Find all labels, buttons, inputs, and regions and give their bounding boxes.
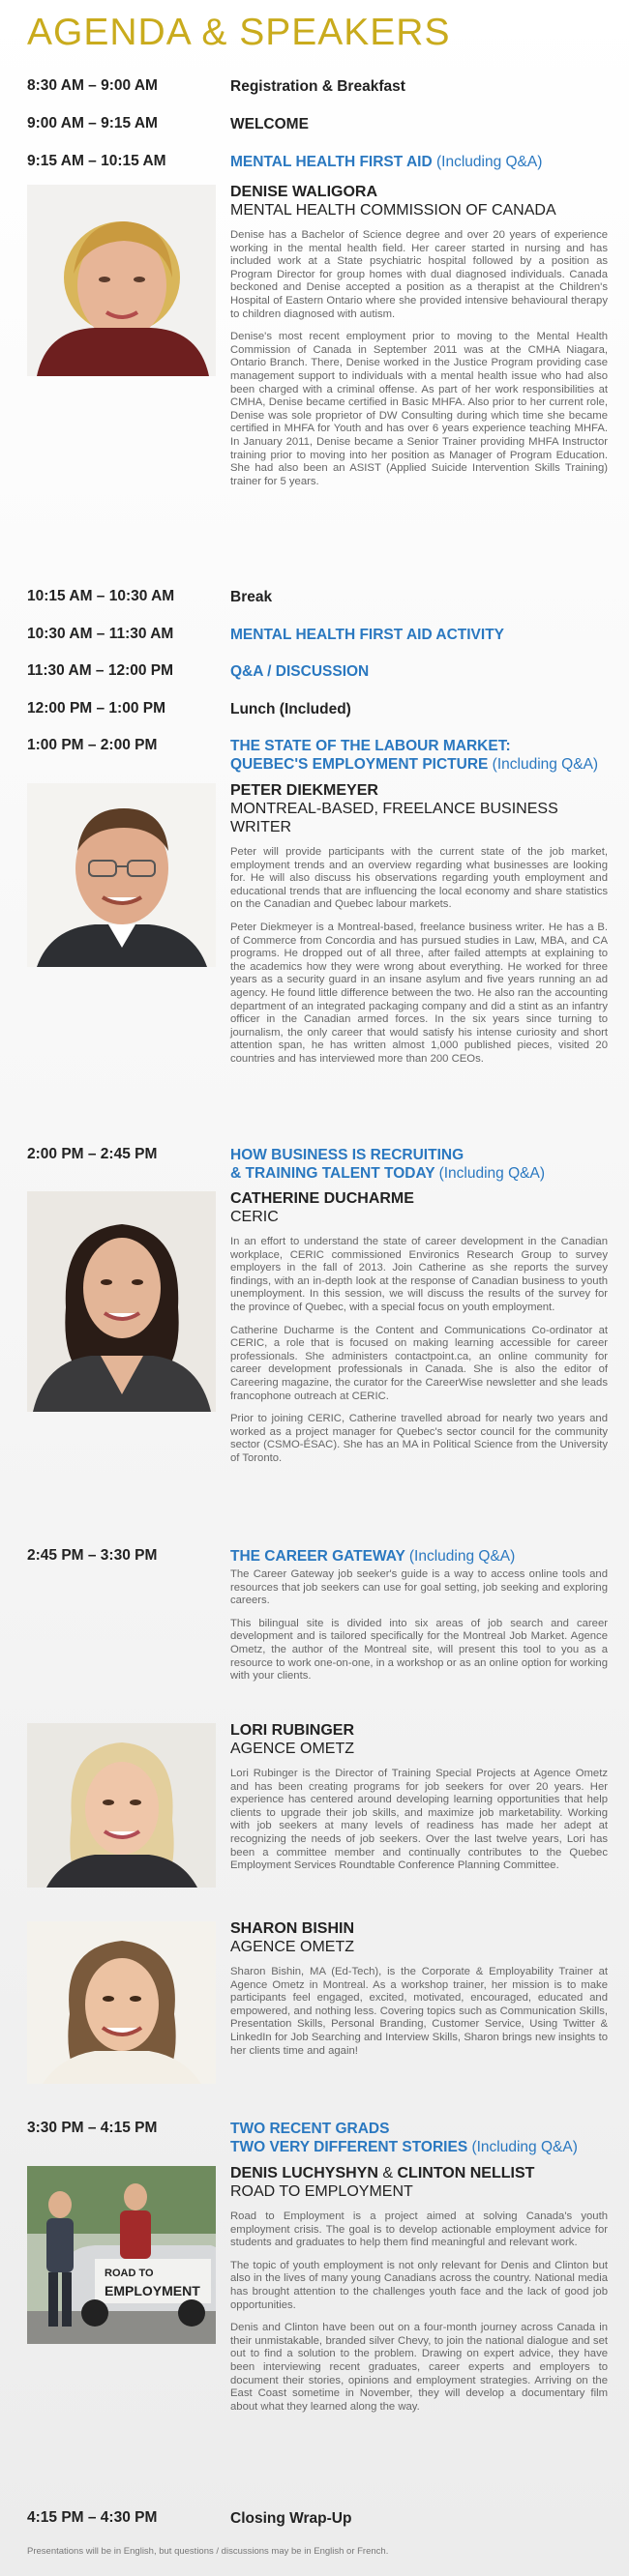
agenda-time: 9:00 AM – 9:15 AM <box>27 115 158 132</box>
speaker-bio: Lori Rubinger is the Director of Training Special Projects at Agence Ometz and has been creating programs for job seekers for over 20 years. Her experience has centered around developing learning opportunities that help clients to upgrade their job skills, and maximize job marketability. Working with job seekers at many levels of readiness has made her adept at recognizing the needs of job seekers. Over the last twelve years, Lori has been a committee member and continually contributes to the Quebec Employment Services Roundtable Conference Planning Committee. <box>230 1768 608 1872</box>
agenda-time: 10:15 AM – 10:30 AM <box>27 588 175 604</box>
speaker-name: CATHERINE DUCHARME <box>230 1190 414 1207</box>
speaker-photo-lori <box>27 1723 216 1888</box>
speaker-bio: Denise's most recent employment prior to moving to the Mental Health Commission of Canada in September 2011 was at the CMHA Niagara, Ontario Branch. There, Denise worked in the Justice Program providing case management support to individuals with a mental health issue who had also been charged with a criminal offense. As part of her work responsibilities at CMHA, Denise became certified in Basic MHFA. Also prior to her current role, Denise was sole proprietor of DW Consulting during which time she became certified in MHFA for Youth and has over 6 years experience teaching MHFA. In January 2011, Denise became a Senior Trainer providing MHFA Instructor training prior to moving into her position as Manager of Program Education. She had also been an ASIST (Applied Suicide Intervention Skills Training) trainer for 5 years. <box>230 331 608 487</box>
speaker-info <box>230 781 608 1067</box>
agenda-label <box>230 1146 608 1183</box>
agenda-time: 2:45 PM – 3:30 PM <box>27 1547 158 1564</box>
speaker-org: AGENCE OMETZ <box>230 1741 355 1757</box>
speaker-bio: Denis and Clinton have been out on a four-month journey across Canada in their unmistakable, branded silver Chevy, to join the national dialogue and set out to find a solution to the problem. Drawing on expert advice, they have been interviewing recent graduates, career experts and employers to document their stories, opinions and employment strategies. Arriving on the East Coast sometime in November, they will develop a documentary film about what they learned along the way. <box>230 2322 608 2413</box>
speaker-bio: Catherine Ducharme is the Content and Communications Co-ordinator at CERIC, a role that is focused on making learning accessible for career professionals. She administers contactpoint.ca, an online community for career development professionals in Canada. She is also the editor of Careering magazine, the curator for the CareerWise newsletter and she leads francophone outreach at CERIC. <box>230 1324 608 1402</box>
speaker-info <box>230 1721 608 1873</box>
session-description <box>230 1559 608 1683</box>
agenda-label: Registration & Breakfast <box>230 78 405 95</box>
speaker-name: CLINTON NELLIST <box>397 2165 535 2181</box>
speaker-photo-denis-clinton <box>27 2166 216 2344</box>
session-qa-note: (Including Q&A) <box>435 154 543 170</box>
speaker-name: DENIS LUCHYSHYN <box>230 2165 378 2181</box>
page-title: AGENDA & SPEAKERS <box>27 12 451 53</box>
speaker-names <box>230 2164 608 2182</box>
speaker-info <box>230 2164 608 2414</box>
speaker-bio: Peter Diekmeyer is a Montreal-based, freelance business writer. He has a B. of Commerce from Concordia and has pursued studies in Law, MBA, and CA programs. He dropped out of all three, after failed attempts at explaining to the academics how they were wrong about everything. He worked for three years as a security guard in an insane asylum and five years running an ad agency. He found little difference between the two. He also ran the accounting department of an integrated packaging company and did a stint as an infantry officer in the Canadian armed forces. In the six years since turning to journalism, the only career that would satisfy his intense curiosity and short attention span, he has written almost 1,000 published pieces, visited 20 countries and has interviewed more than 200 CEOs. <box>230 921 608 1065</box>
agenda-label: Closing Wrap-Up <box>230 2510 352 2527</box>
speaker-info <box>230 183 608 488</box>
speaker-bio: Prior to joining CERIC, Catherine travelled abroad for nearly two years and worked as a project manager for Quebec's sector council for the community sector (CSMO-ÉSAC). She has an MA in Political Science from the University of Toronto. <box>230 1413 608 1464</box>
speaker-bio: In an effort to understand the state of career development in the Canadian workplace, CERIC commissioned Environics Research Group to survey employers in the fall of 2013. Join Catherine as she reports the survey findings, with an in-depth look at the response of Canadian business to youth unemployment. In this session, we will discuss the results of the survey for the province of Quebec, with a special focus on youth employment. <box>230 1236 608 1313</box>
speaker-photo-denise <box>27 185 216 376</box>
agenda-label <box>230 2120 608 2156</box>
session-text: The Career Gateway job seeker's guide is a way to access online tools and resources that job seekers can use for goal setting, job seeking and exploring careers. <box>230 1568 608 1607</box>
agenda-label: WELCOME <box>230 116 309 132</box>
vehicle-sign-line: ROAD TO <box>105 2268 154 2279</box>
session-title: & TRAINING TALENT TODAY <box>230 1165 435 1182</box>
speaker-photo-sharon <box>27 1921 216 2084</box>
vehicle-sign-line: EMPLOYMENT <box>105 2283 200 2298</box>
session-title-line: HOW BUSINESS IS RECRUITING <box>230 1147 464 1163</box>
speaker-bio: Road to Employment is a project aimed at solving Canada's youth employment crisis. The goal is to develop actionable employment advice for students and graduates to help them find meaningful and relevant work. <box>230 2210 608 2249</box>
speaker-photo-catherine <box>27 1191 216 1412</box>
speaker-bio: The topic of youth employment is not only relevant for Denis and Clinton but also in the lives of many young Canadians across the country. National media has brought attention to the challenges youth face and the lack of good job opportunities. <box>230 2259 608 2311</box>
agenda-time: 3:30 PM – 4:15 PM <box>27 2120 158 2136</box>
session-title-line <box>230 755 608 774</box>
speaker-org: AGENCE OMETZ <box>230 1939 355 1955</box>
session-qa-note: (Including Q&A) <box>492 756 599 773</box>
agenda-label <box>230 737 608 774</box>
session-title: QUEBEC'S EMPLOYMENT PICTURE <box>230 756 489 773</box>
speaker-org: MENTAL HEALTH COMMISSION OF CANADA <box>230 202 556 219</box>
speaker-name: SHARON BISHIN <box>230 1920 355 1937</box>
agenda-label: Q&A / DISCUSSION <box>230 663 370 680</box>
session-text: This bilingual site is divided into six areas of job search and career development and is tailored specifically for the Montreal Job Market. Agence Ometz, the author of the Montreal site, will present this tool to you as a resource to work one-on-one, in a workshop or as an online option for working with your clients. <box>230 1617 608 1683</box>
speaker-info <box>230 1919 608 2058</box>
agenda-time: 11:30 AM – 12:00 PM <box>27 662 174 679</box>
session-title: MENTAL HEALTH FIRST AID <box>230 154 433 170</box>
session-title-line: THE STATE OF THE LABOUR MARKET: <box>230 738 511 754</box>
session-qa-note: (Including Q&A) <box>471 2139 578 2155</box>
speaker-bio: Denise has a Bachelor of Science degree and over 20 years of experience working in the mental health field. Her career started in nursing and has included work at a State psychiatric hospital followed by a position as Program Director for group homes with dual diagnosed individuals. Canada beckoned and Denise accepted a position as a therapist at the Children's Hospital of Eastern Ontario where she provided intensive behavioural therapy to children diagnosed with autism. <box>230 229 608 320</box>
session-title: TWO VERY DIFFERENT STORIES <box>230 2139 468 2155</box>
session-qa-note: (Including Q&A) <box>438 1165 546 1182</box>
speaker-org: MONTREAL-BASED, FREELANCE BUSINESS WRITER <box>230 801 558 835</box>
session-title-line <box>230 1164 608 1183</box>
name-separator: & <box>382 2165 394 2181</box>
speaker-name: LORI RUBINGER <box>230 1722 354 1739</box>
session-title-line <box>230 2138 608 2156</box>
agenda-time: 4:15 PM – 4:30 PM <box>27 2509 158 2526</box>
agenda-time: 2:00 PM – 2:45 PM <box>27 1146 158 1162</box>
agenda-label: Break <box>230 589 273 605</box>
agenda-time: 8:30 AM – 9:00 AM <box>27 77 158 94</box>
agenda-time: 12:00 PM – 1:00 PM <box>27 700 166 717</box>
agenda-time: 1:00 PM – 2:00 PM <box>27 737 158 753</box>
footer-note: Presentations will be in English, but questions / discussions may be in English or French. <box>27 2546 389 2557</box>
speaker-name: PETER DIEKMEYER <box>230 782 378 799</box>
speaker-org: CERIC <box>230 1209 279 1225</box>
speaker-org: ROAD TO EMPLOYMENT <box>230 2183 413 2200</box>
speaker-bio: Sharon Bishin, MA (Ed-Tech), is the Corporate & Employability Trainer at Agence Ometz in Montreal. As a workshop trainer, her mission is to make participants feel engaged, excited, motivated, encouraged, educated and empowered, and nothing less. Covering topics such as Communication Skills, Presentation Skills, Personal Branding, Customer Service, Using Twitter & LinkedIn for Job Searching and Interview Skills, Sharon brings new insights to her clients time and again! <box>230 1966 608 2057</box>
agenda-time: 9:15 AM – 10:15 AM <box>27 153 166 169</box>
speaker-photo-peter <box>27 783 216 967</box>
agenda-label: MENTAL HEALTH FIRST AID ACTIVITY <box>230 627 505 643</box>
agenda-label: Lunch (Included) <box>230 701 351 717</box>
speaker-info <box>230 1189 608 1466</box>
agenda-label <box>230 153 608 171</box>
session-title: THE CAREER GATEWAY <box>230 1548 405 1565</box>
session-qa-note: (Including Q&A) <box>408 1548 516 1565</box>
session-title-line: TWO RECENT GRADS <box>230 2121 390 2137</box>
agenda-time: 10:30 AM – 11:30 AM <box>27 626 174 642</box>
speaker-bio: Peter will provide participants with the current state of the job market, employment trends and an overview regarding what businesses are looking for. He will also discuss his observations regarding youth employment and educational trends that are influencing the local economy and share statistics on the Canadian and Quebec labour markets. <box>230 846 608 911</box>
speaker-name: DENISE WALIGORA <box>230 184 378 200</box>
